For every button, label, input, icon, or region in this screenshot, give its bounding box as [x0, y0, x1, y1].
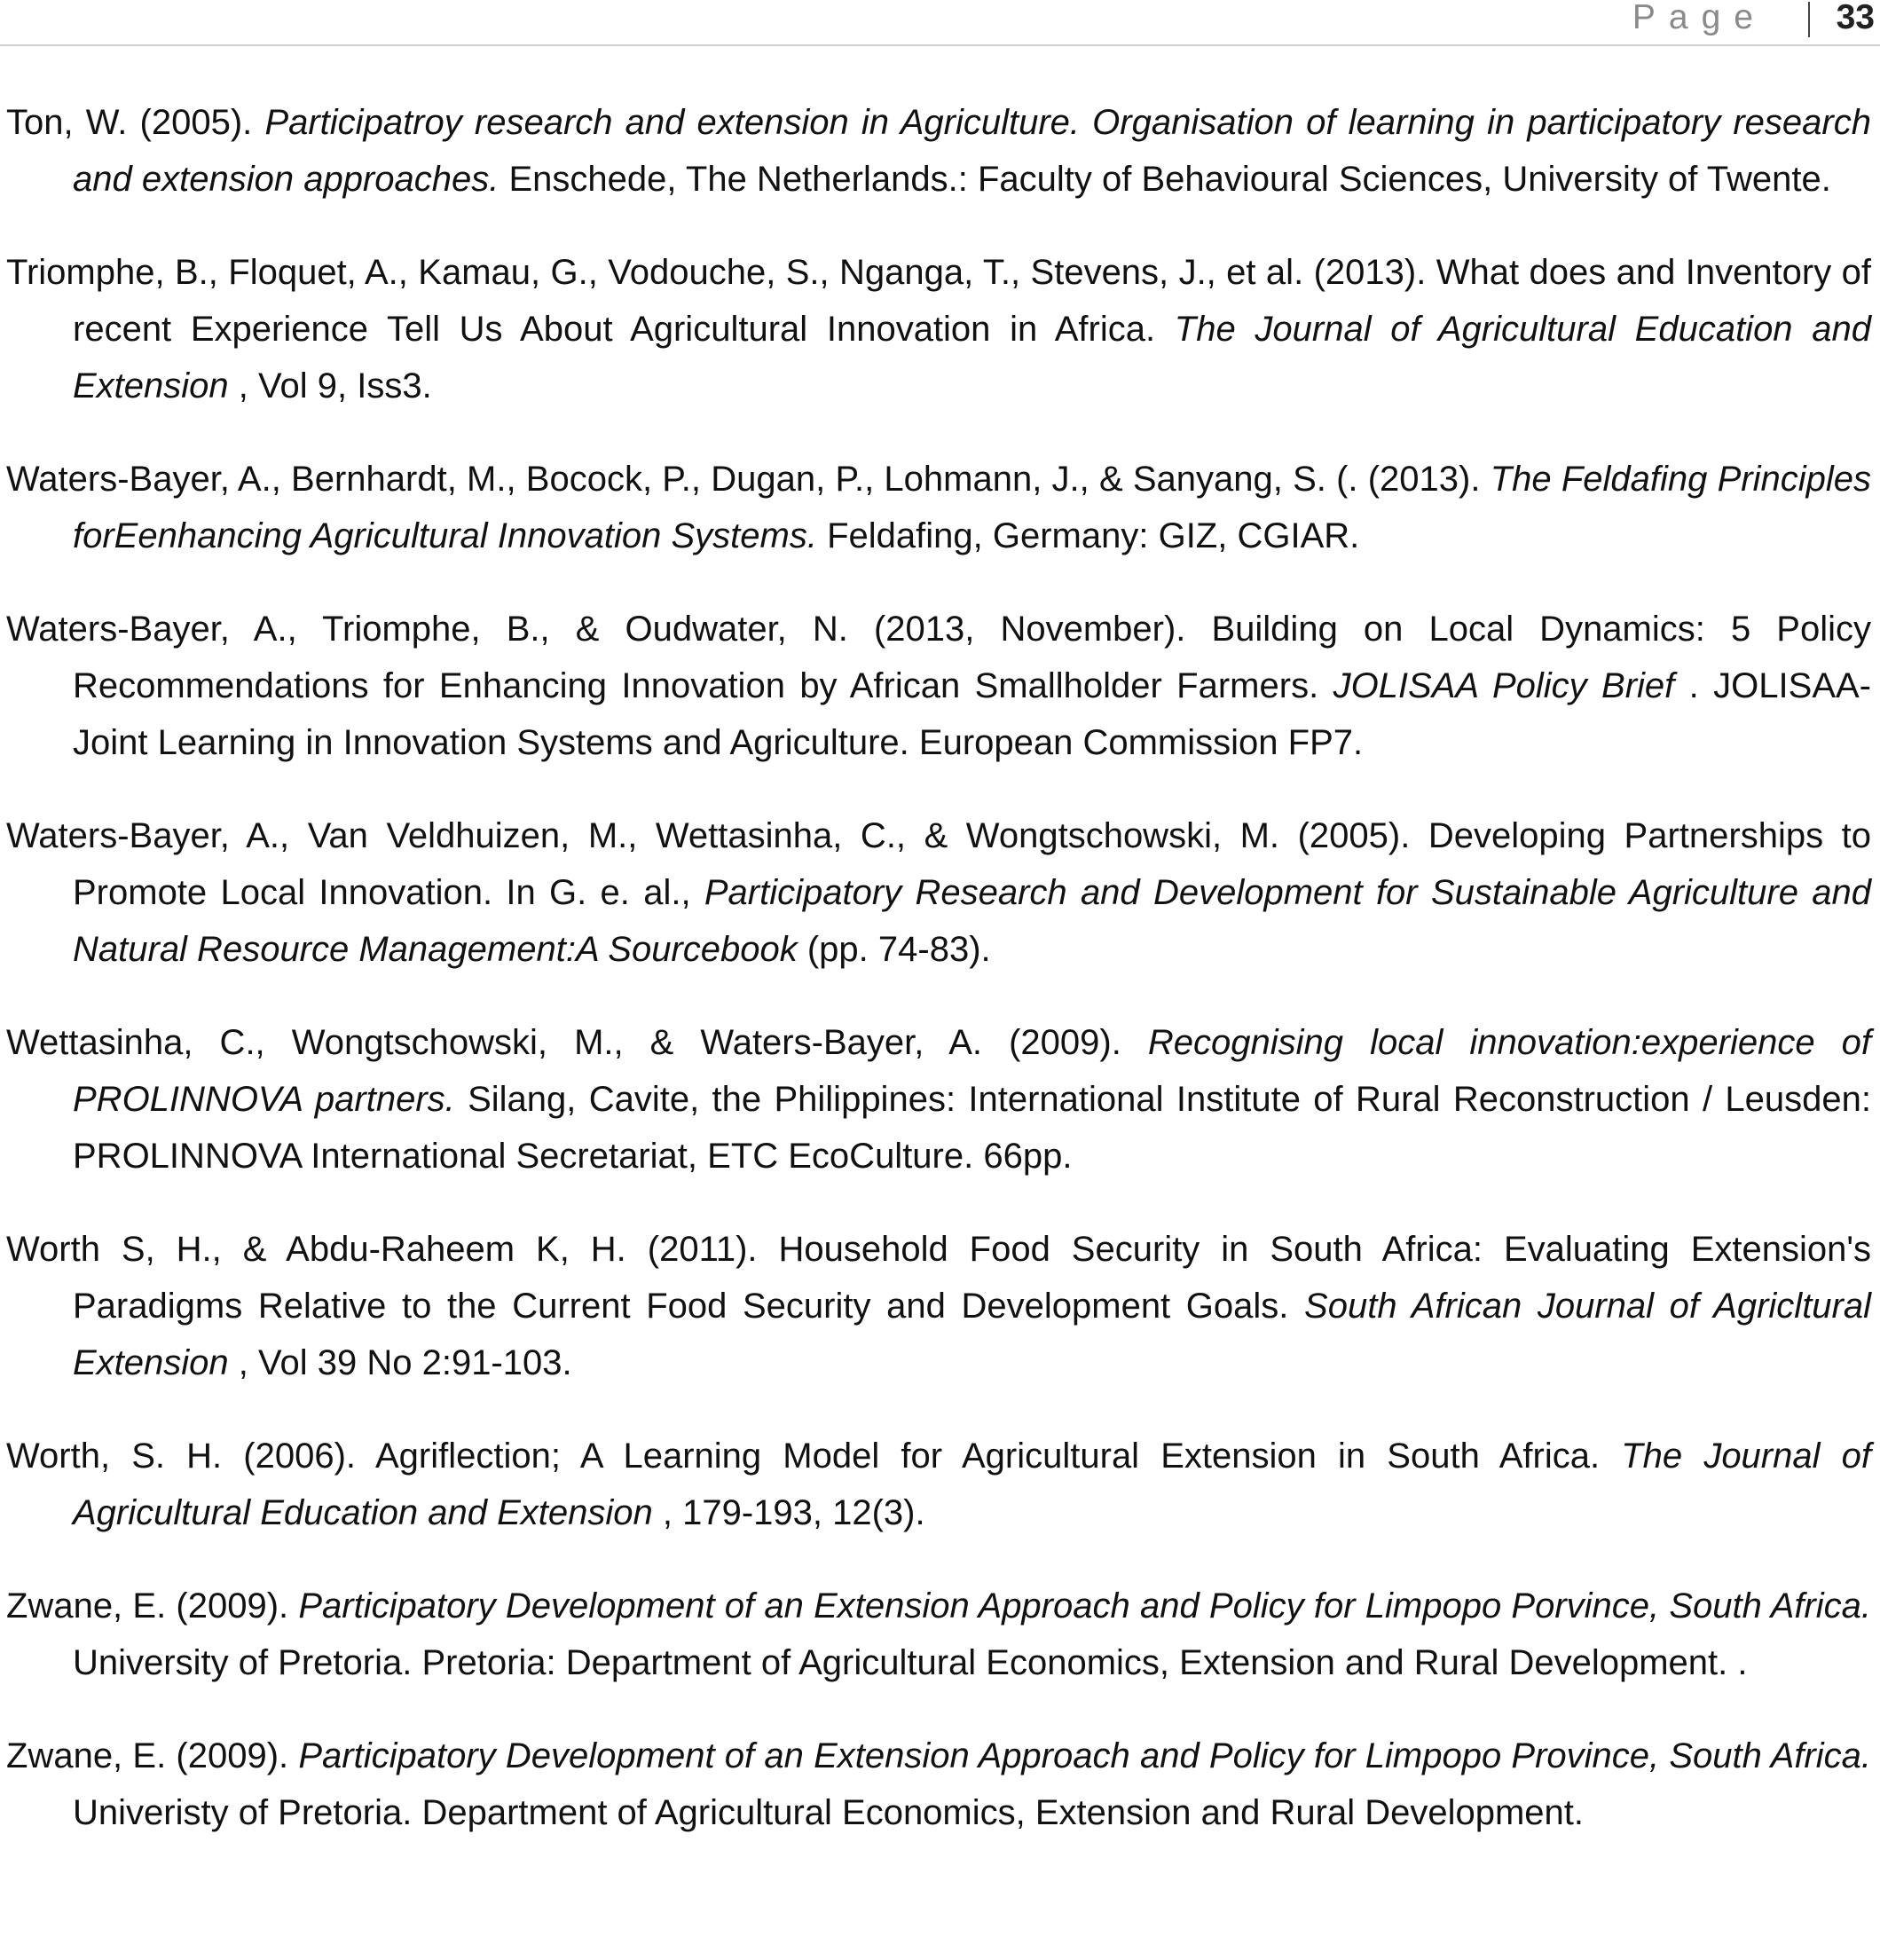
page-number: 33 — [1836, 0, 1875, 36]
reference-text: . JOLISAA-Joint Learning in Innovation Systems and Agriculture. European Commission FP7. — [73, 666, 1871, 762]
reference-text: University of Pretoria. Pretoria: Department of Agricultural Economics, Extension and Rural Development. . — [73, 1643, 1748, 1682]
reference-entry — [6, 1221, 1871, 1391]
reference-title: South African Journal of Agricltural Extension — [73, 1287, 1872, 1382]
reference-text: Zwane, E. (2009). — [6, 1586, 299, 1625]
reference-entry — [6, 451, 1871, 564]
reference-text: Feldafing, Germany: GIZ, CGIAR. — [816, 516, 1360, 555]
reference-title: Recognising local innovation:experience of PROLINNOVA partners. — [73, 1023, 1872, 1119]
reference-entry — [6, 244, 1871, 414]
reference-title: The Journal of Agricultural Education and Extension — [73, 1437, 1872, 1532]
reference-text: Triomphe, B., Floquet, A., Kamau, G., Vodouche, S., Nganga, T., Stevens, J., et al. (2013). What does and Inventory of recent Experience Tell Us About Agricultural Innovation in Africa. — [6, 253, 1871, 349]
page-header — [0, 0, 1880, 46]
reference-text: Waters-Bayer, A., Bernhardt, M., Bocock, P., Dugan, P., Lohmann, J., & Sanyang, S. (. (2013). — [6, 460, 1491, 499]
reference-entry — [6, 1578, 1871, 1691]
reference-text: (pp. 74-83). — [797, 930, 991, 969]
reference-entry — [6, 807, 1871, 978]
reference-text: Silang, Cavite, the Philippines: International Institute of Rural Reconstruction / Leusden: PROLINNOVA International Secretariat, ETC EcoCulture. 66pp. — [73, 1080, 1871, 1176]
reference-text: Worth, S. H. (2006). Agriflection; A Learning Model for Agricultural Extension in South Africa. — [6, 1437, 1622, 1476]
reference-list — [6, 94, 1871, 1841]
page-label: Page — [1632, 0, 1766, 36]
reference-text: Wettasinha, C., Wongtschowski, M., & Waters-Bayer, A. (2009). — [6, 1023, 1148, 1062]
reference-title: Participatory Development of an Extension Approach and Policy for Limpopo Porvince, South Africa. — [298, 1586, 1871, 1625]
reference-text: , Vol 39 No 2:91-103. — [228, 1343, 572, 1382]
reference-entry — [6, 1428, 1871, 1541]
reference-title: Participatory Research and Development for Sustainable Agriculture and Natural Resource Management:A Sourcebook — [73, 873, 1871, 969]
reference-text: , 179-193, 12(3). — [652, 1493, 925, 1532]
reference-entry — [6, 601, 1871, 771]
reference-title: Participatroy research and extension in Agriculture. Organisation of learning in participatory research and extension approaches. — [73, 103, 1871, 199]
reference-entry — [6, 1014, 1871, 1185]
reference-title: Participatory Development of an Extension Approach and Policy for Limpopo Province, South Africa. — [298, 1736, 1871, 1775]
reference-entry — [6, 94, 1871, 208]
reference-text: , Vol 9, Iss3. — [228, 366, 432, 405]
reference-text: Waters-Bayer, A., Van Veldhuizen, M., Wettasinha, C., & Wongtschowski, M. (2005). Developing Partnerships to Promote Local Innovation. In G. e. al., — [6, 816, 1871, 912]
reference-text: Worth S, H., & Abdu-Raheem K, H. (2011). Household Food Security in South Africa: Evaluating Extension's Paradigms Relative to the Current Food Security and Development Goals. — [6, 1230, 1871, 1326]
reference-entry — [6, 1728, 1871, 1841]
reference-text: Univeristy of Pretoria. Department of Agricultural Economics, Extension and Rural Development. — [73, 1793, 1584, 1832]
reference-text: Zwane, E. (2009). — [6, 1736, 299, 1775]
reference-title: The Journal of Agricultural Education and Extension — [73, 310, 1871, 405]
reference-title: JOLISAA Policy Brief — [1333, 666, 1675, 705]
header-divider — [1808, 2, 1810, 37]
reference-text: Waters-Bayer, A., Triomphe, B., & Oudwater, N. (2013, November). Building on Local Dynamics: 5 Policy Recommendations for Enhancing Innovation by African Smallholder Farmers. — [6, 610, 1871, 705]
reference-text: Ton, W. (2005). — [6, 103, 265, 142]
reference-text: Enschede, The Netherlands.: Faculty of Behavioural Sciences, University of Twente. — [499, 160, 1831, 199]
reference-title: The Feldafing Principles forEenhancing Agricultural Innovation Systems. — [73, 460, 1871, 555]
